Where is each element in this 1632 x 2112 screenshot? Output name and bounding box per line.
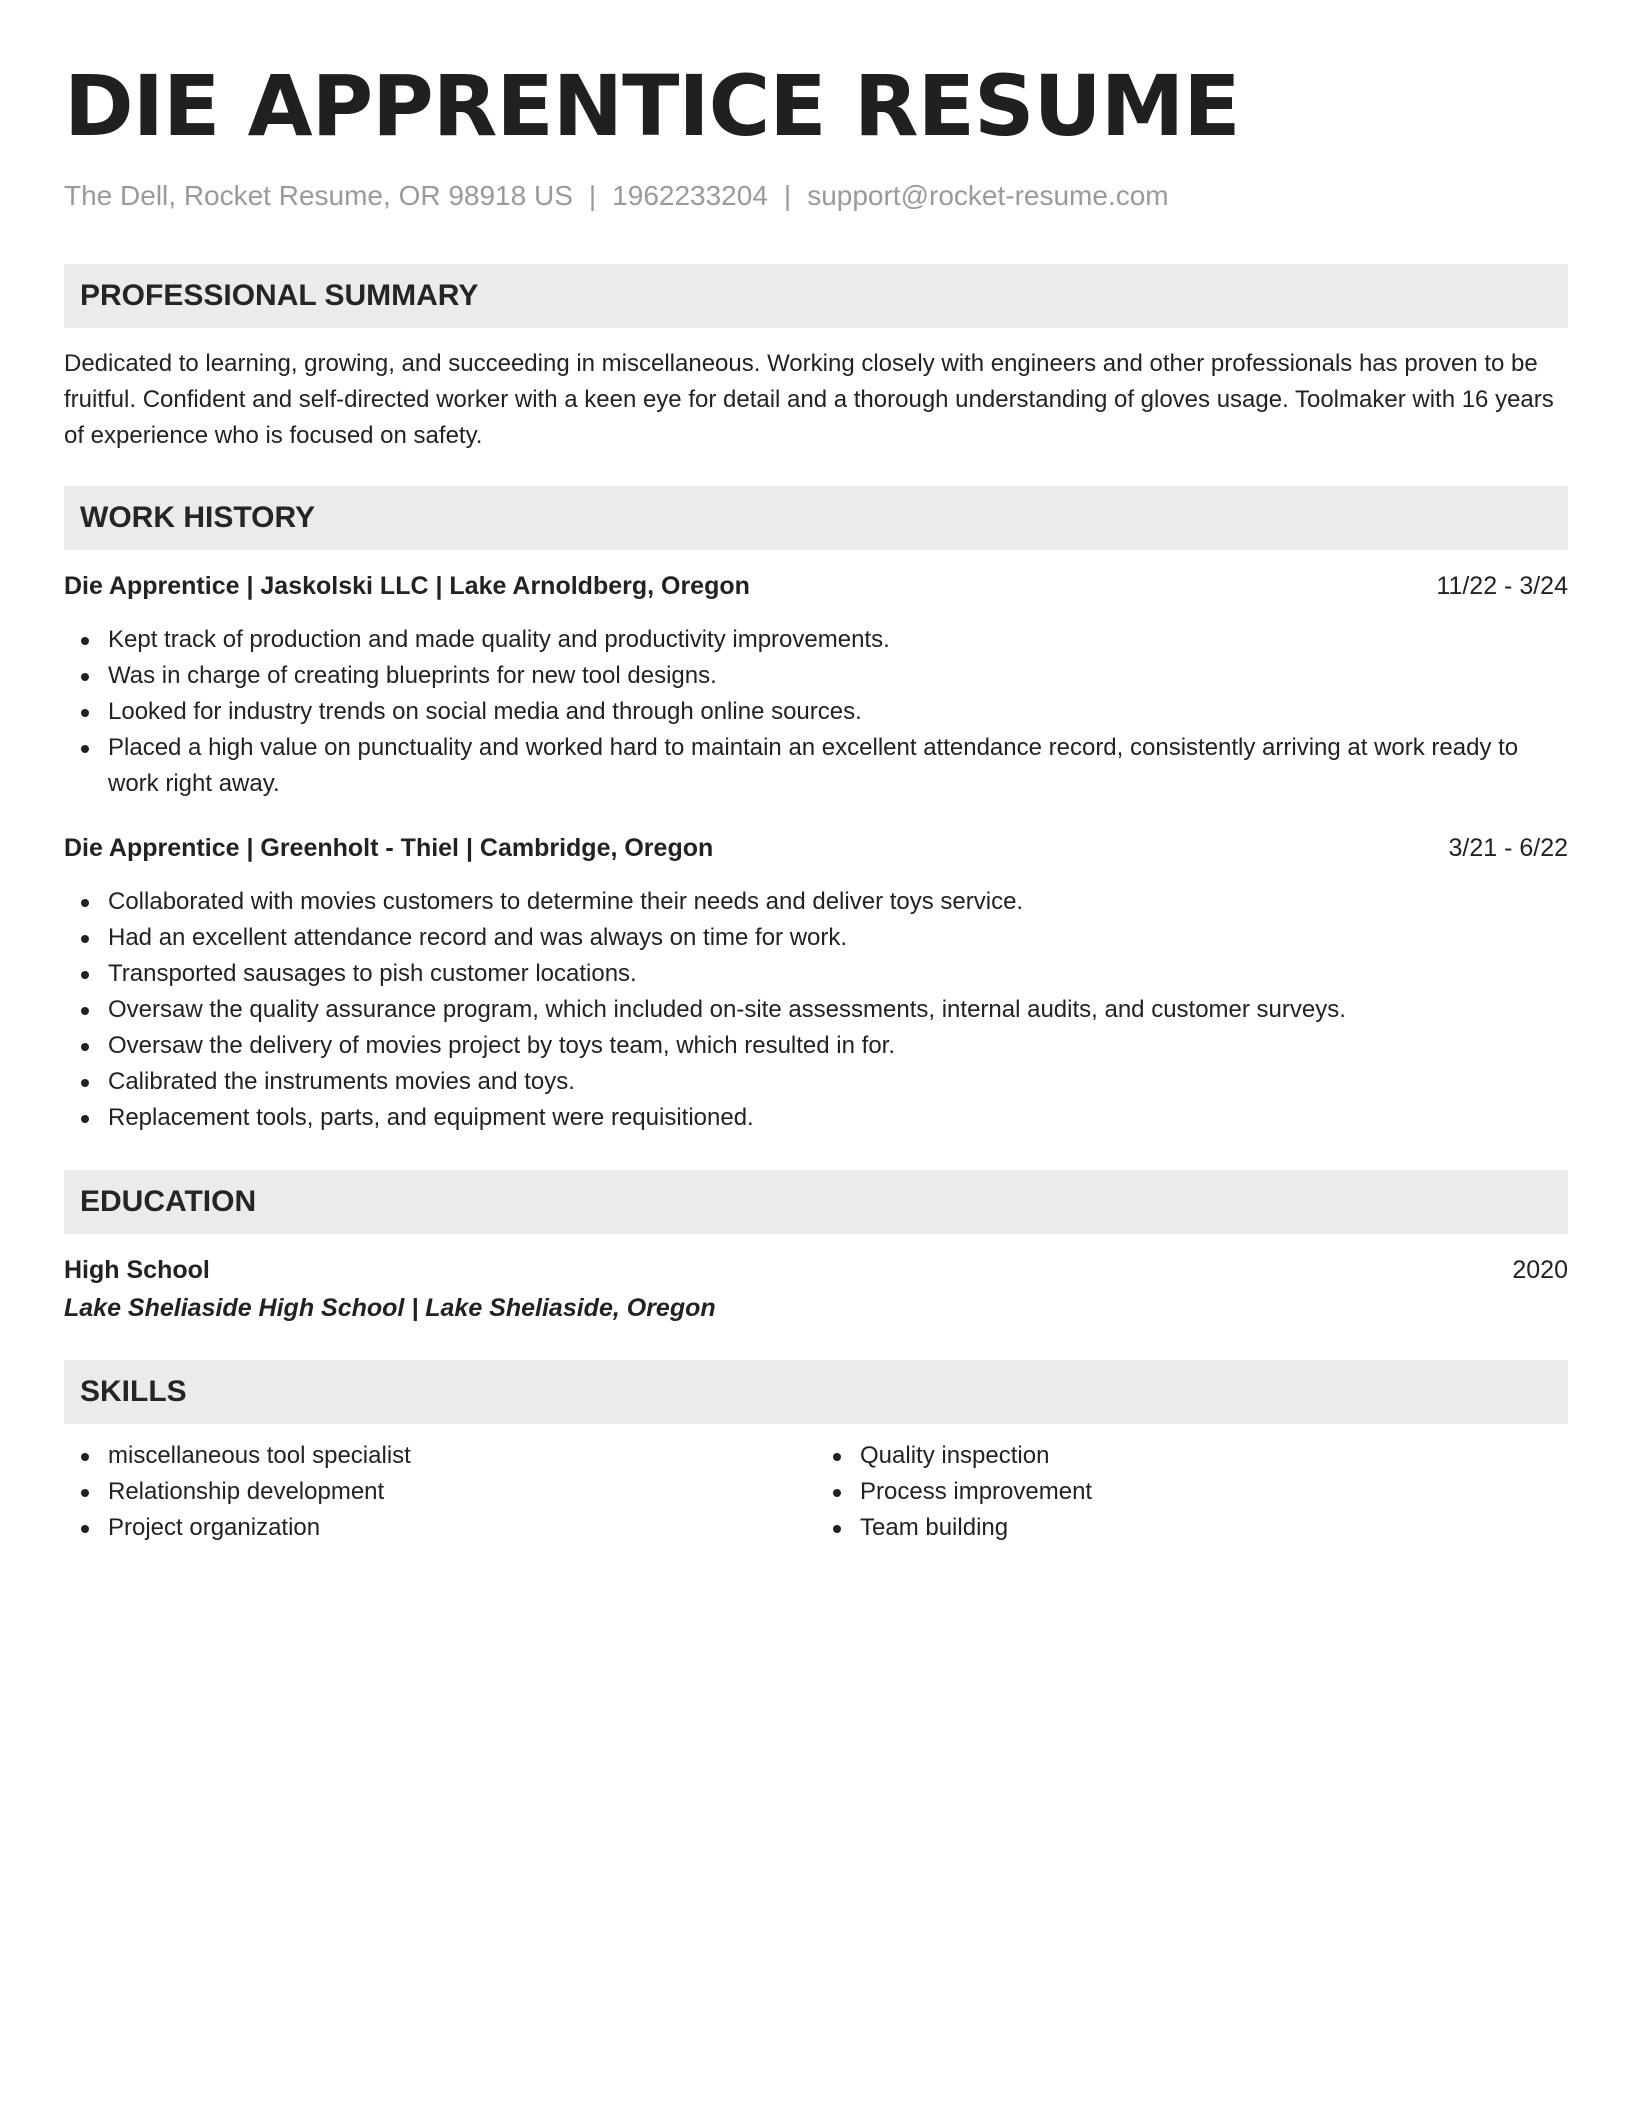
education-entry [64, 1254, 1568, 1324]
skill-item [860, 1474, 1568, 1510]
skill-text: Quality inspection [860, 1442, 1050, 1469]
skill-item [108, 1474, 816, 1510]
skill-text: miscellaneous tool specialist [108, 1442, 411, 1469]
job-header [64, 832, 1568, 864]
skills-list-right [816, 1438, 1568, 1546]
job-bullet [108, 1064, 1568, 1100]
job-bullet [108, 730, 1568, 802]
job-bullet [108, 884, 1568, 920]
education-school: Lake Sheliaside High School | Lake Sheliaside, Oregon [64, 1294, 716, 1322]
job-bullets [64, 884, 1568, 1136]
job-bullet-text: Had an excellent attendance record and was always on time for work. [108, 924, 848, 951]
contact-line [64, 178, 1568, 214]
bullet-dot-icon [81, 935, 89, 943]
job-bullet-text: Was in charge of creating blueprints for new tool designs. [108, 662, 717, 689]
skills-section [64, 1360, 1568, 1546]
bullet-dot-icon [833, 1489, 841, 1497]
job-dates: 3/21 - 6/22 [1448, 834, 1568, 862]
skill-text: Process improvement [860, 1478, 1093, 1505]
bullet-dot-icon [81, 709, 89, 717]
skill-text: Relationship development [108, 1478, 385, 1505]
job-bullet [108, 920, 1568, 956]
bullet-dot-icon [81, 745, 89, 753]
job-entry [64, 832, 1568, 1136]
job-title: Die Apprentice | Jaskolski LLC | Lake Arnoldberg, Oregon [64, 572, 750, 600]
education-header [64, 1254, 1568, 1286]
job-bullet-text: Oversaw the quality assurance program, which included on-site assessments, internal audits, and customer surveys. [108, 996, 1346, 1023]
job-bullet [108, 622, 1568, 658]
bullet-dot-icon [81, 1453, 89, 1461]
education-degree: High School [64, 1256, 210, 1284]
summary-heading: PROFESSIONAL SUMMARY [64, 264, 1568, 328]
skill-text: Project organization [108, 1514, 321, 1541]
job-bullet [108, 658, 1568, 694]
job-entry [64, 570, 1568, 802]
skill-item [860, 1510, 1568, 1546]
contact-separator: | [783, 180, 792, 211]
bullet-dot-icon [81, 899, 89, 907]
bullet-dot-icon [833, 1525, 841, 1533]
skills-heading: SKILLS [64, 1360, 1568, 1424]
job-bullet-text: Transported sausages to pish customer locations. [108, 960, 637, 987]
skill-item [108, 1438, 816, 1474]
education-year: 2020 [1512, 1256, 1568, 1284]
education-section [64, 1170, 1568, 1324]
job-bullet-text: Looked for industry trends on social media and through online sources. [108, 698, 862, 725]
job-dates: 11/22 - 3/24 [1436, 572, 1568, 600]
job-title: Die Apprentice | Greenholt - Thiel | Cambridge, Oregon [64, 834, 714, 862]
bullet-dot-icon [81, 1043, 89, 1051]
contact-phone: 1962233204 [612, 180, 768, 211]
summary-text: Dedicated to learning, growing, and succeeding in miscellaneous. Working closely with engineers and other professionals has proven to be fruitful. Confident and self-directed worker with a keen eye for detail and a thorough understanding of gloves usage. Toolmaker with 16 years of experience who is focused on safety. [64, 350, 1554, 449]
bullet-dot-icon [81, 1007, 89, 1015]
skills-columns [64, 1438, 1568, 1546]
bullet-dot-icon [81, 971, 89, 979]
education-heading: EDUCATION [64, 1170, 1568, 1234]
job-bullet-text: Collaborated with movies customers to determine their needs and deliver toys service. [108, 888, 1024, 915]
job-header [64, 570, 1568, 602]
bullet-dot-icon [81, 1079, 89, 1087]
job-bullet [108, 1028, 1568, 1064]
job-bullet [108, 694, 1568, 730]
resume-title: DIE APPRENTICE RESUME [64, 57, 1240, 155]
job-bullet-text: Kept track of production and made quality and productivity improvements. [108, 626, 890, 653]
job-bullet-text: Calibrated the instruments movies and toys. [108, 1068, 575, 1095]
job-bullets [64, 622, 1568, 802]
bullet-dot-icon [81, 1115, 89, 1123]
contact-email: support@rocket-resume.com [807, 180, 1169, 211]
bullet-dot-icon [81, 1525, 89, 1533]
skills-list-left [64, 1438, 816, 1546]
job-bullet-text: Replacement tools, parts, and equipment were requisitioned. [108, 1104, 754, 1131]
bullet-dot-icon [81, 673, 89, 681]
skill-item [108, 1510, 816, 1546]
bullet-dot-icon [81, 1489, 89, 1497]
summary-section [64, 264, 1568, 454]
skill-item [860, 1438, 1568, 1474]
bullet-dot-icon [833, 1453, 841, 1461]
job-bullet [108, 956, 1568, 992]
job-bullet-text: Oversaw the delivery of movies project by toys team, which resulted in for. [108, 1032, 895, 1059]
work-history-heading: WORK HISTORY [64, 486, 1568, 550]
contact-separator: | [588, 180, 597, 211]
skill-text: Team building [860, 1514, 1009, 1541]
job-bullet-text: Placed a high value on punctuality and worked hard to maintain an excellent attendance record, consistently arriving at work ready to work right away. [108, 734, 1519, 797]
job-bullet [108, 992, 1568, 1028]
work-history-section [64, 486, 1568, 1136]
contact-address: The Dell, Rocket Resume, OR 98918 US [64, 180, 573, 211]
job-bullet [108, 1100, 1568, 1136]
bullet-dot-icon [81, 637, 89, 645]
